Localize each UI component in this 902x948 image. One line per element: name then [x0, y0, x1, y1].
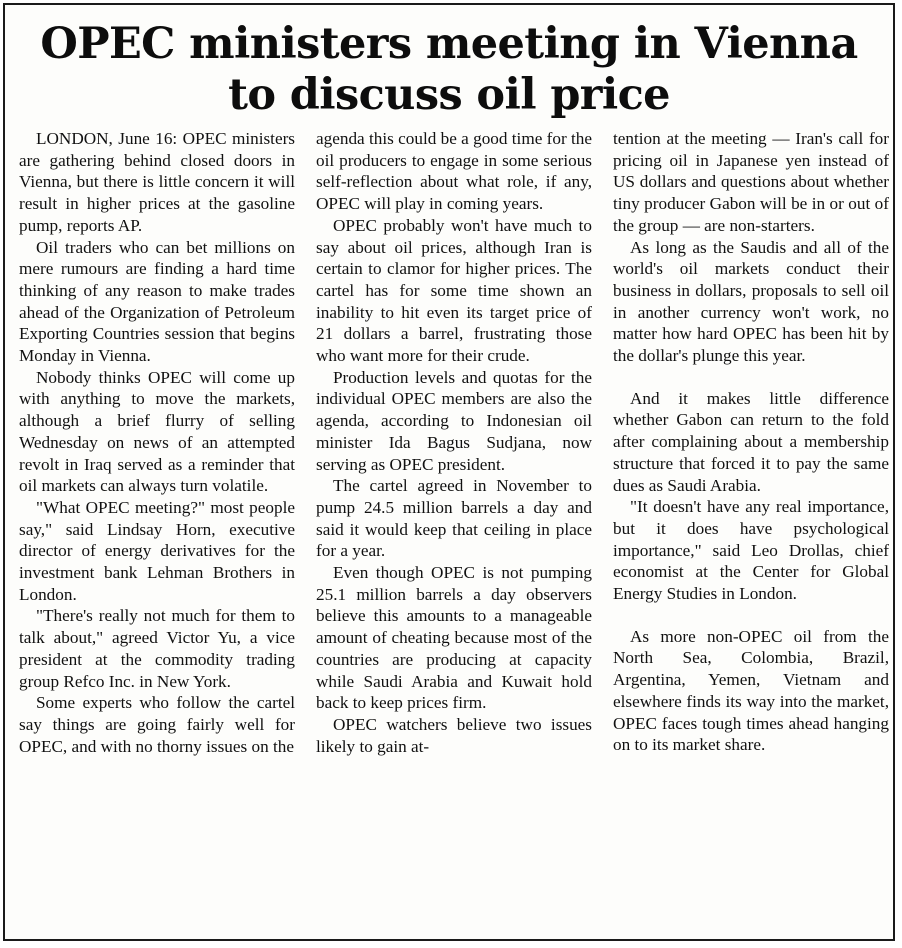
paragraph: OPEC probably won't have much to say about oil prices, although Iran is certain to clamor for higher prices. The cartel has for some time shown an inability to hit even its target price of 21 dollars a barrel, frustrating those who want more for their crude.: [316, 215, 592, 366]
column-2: [316, 128, 592, 757]
paragraph: LONDON, June 16: OPEC ministers are gathering behind closed doors in Vienna, but there is little concern it will result in higher prices at the gasoline pump, reports AP.: [19, 129, 295, 235]
paragraph: "It doesn't have any real importance, but it does have psychological importance," said Leo Drollas, chief economist at the Center for Global Energy Studies in London.: [613, 497, 889, 604]
paragraph: And it makes little difference whether Gabon can return to the fold after complaining about a membership structure that forced it to pay the same dues as Saudi Arabia.: [613, 388, 889, 495]
column-1: [19, 128, 295, 757]
paragraph: The cartel agreed in November to pump 24.5 million barrels a day and said it would keep that ceiling in place for a year.: [316, 476, 592, 561]
paragraph-continued: agenda this could be a good time for the oil producers to engage in some serious self-reflection about what role, if any, OPEC will play in coming years.: [316, 129, 592, 214]
paragraph: OPEC watchers believe two issues likely to gain at-: [316, 714, 592, 756]
headline-line-1: OPEC ministers meeting in Vienna: [40, 19, 858, 69]
paragraph: Some experts who follow the cartel say things are going fairly well for OPEC, and with no thorny issues on the: [19, 693, 295, 756]
paragraph: Even though OPEC is not pumping 25.1 million barrels a day observers believe this amounts to a manageable amount of cheating because most of the countries are producing at capacity while Saudi Arabia and Kuwait hold back to keep prices firm.: [316, 563, 592, 713]
article-columns: [19, 128, 889, 757]
paragraph: As more non-OPEC oil from the North Sea, Colombia, Brazil, Argentina, Yemen, Vietnam and elsewhere finds its way into the market, OPEC faces tough times ahead hanging on to its market share.: [613, 626, 889, 755]
headline-line-2: to discuss oil price: [228, 70, 670, 120]
paragraph: Oil traders who can bet millions on mere rumours are finding a hard time thinking of any reason to make trades ahead of the Organization of Petroleum Exporting Countries session that begins Monday in Vienna.: [19, 237, 295, 366]
paragraph: Nobody thinks OPEC will come up with anything to move the markets, although a brief flurry of selling Wednesday on news of an attempted revolt in Iraq served as a reminder that oil markets can always turn volatile.: [19, 367, 295, 496]
newspaper-article: [3, 3, 895, 941]
column-3: [613, 128, 889, 757]
paragraph: Production levels and quotas for the individual OPEC members are also the agenda, according to Indonesian oil minister Ida Bagus Sudjana, now serving as OPEC president.: [316, 367, 592, 474]
paragraph: "There's really not much for them to talk about," agreed Victor Yu, a vice president at the commodity trading group Refco Inc. in New York.: [19, 606, 295, 691]
headline: [5, 5, 893, 121]
paragraph-continued: tention at the meeting — Iran's call for pricing oil in Japanese yen instead of US dollars and questions about whether tiny producer Gabon will be in or out of the group — are non-starters.: [613, 129, 889, 235]
paragraph: "What OPEC meeting?" most people say," said Lindsay Horn, executive director of energy derivatives for the investment bank Lehman Brothers in London.: [19, 497, 295, 604]
paragraph: As long as the Saudis and all of the world's oil markets conduct their business in dollars, proposals to sell oil in another currency won't work, no matter how hard OPEC has been hit by the dollar's plunge this year.: [613, 237, 889, 366]
